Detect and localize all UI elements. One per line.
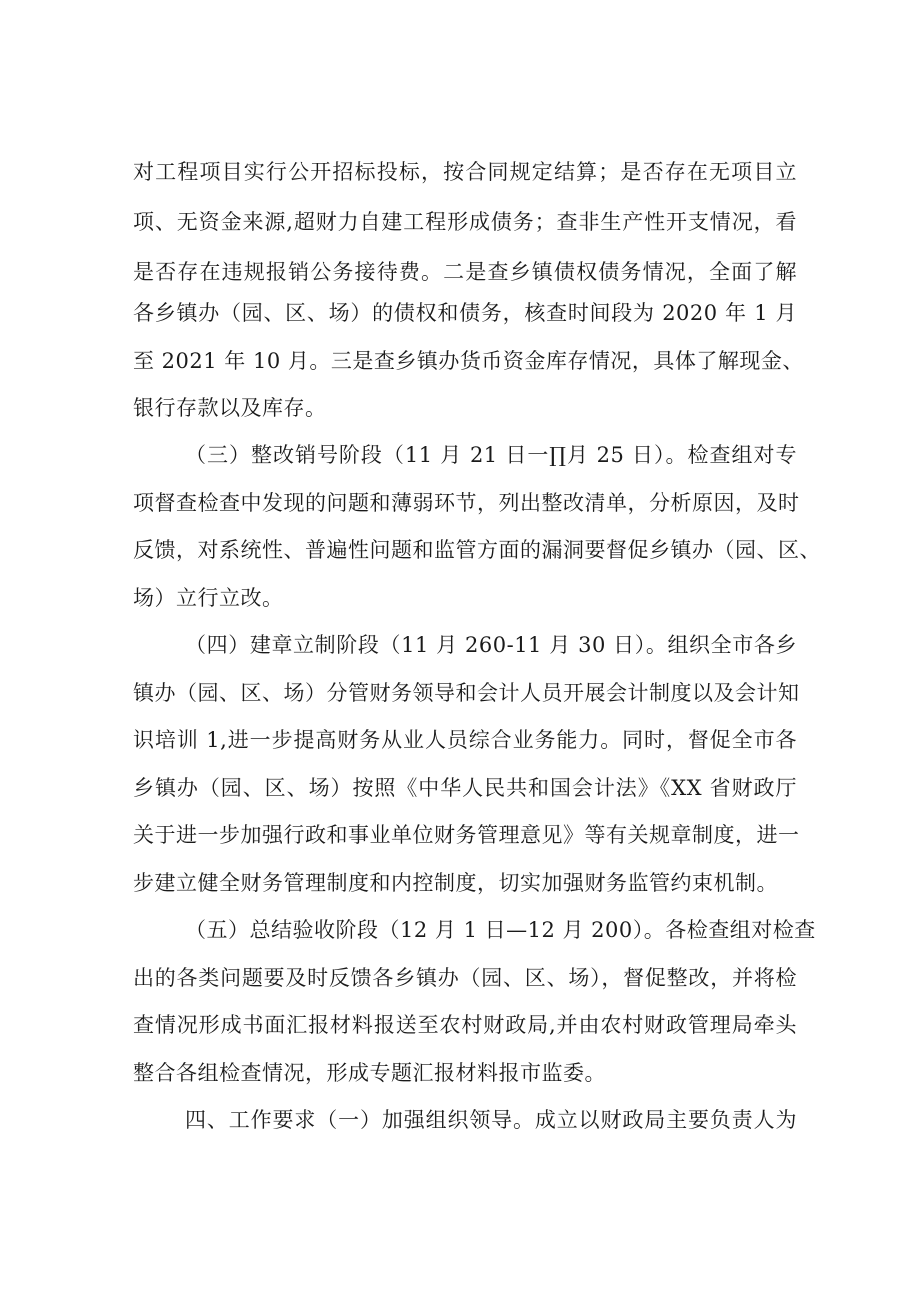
text-line: 至 2021 年 10 月。三是查乡镇办货币资金库存情况，具体了解现金、 [133,349,804,373]
text-line: 整合各组检查情况，形成专题汇报材料报市监委。 [133,1061,606,1085]
text-line: 出的各类问题要及时反馈各乡镇办（园、区、场），督促整改，并将检 [133,966,797,990]
text-line: 识培训 1,进一步提高财务从业人员综合业务能力。同时，督促全市各 [133,728,797,752]
text-line: （三）整改销号阶段（11 月 21 日一∏月 25 日）。检查组对专 [185,443,797,467]
text-line: 项、无资金来源,超财力自建工程形成债务；查非生产性开支情况，看 [133,210,797,234]
text-line: 查情况形成书面汇报材料报送至农村财政局,并由农村财政管理局牵头 [133,1013,797,1037]
text-line: （四）建章立制阶段（11 月 260-11 月 30 日）。组织全市各乡 [185,633,797,657]
text-line: 银行存款以及库存。 [133,396,327,420]
text-line: 步建立健全财务管理制度和内控制度，切实加强财务监管约束机制。 [133,871,778,895]
text-line: 关于进一步加强行政和事业单位财务管理意见》等有关规章制度，进一 [133,823,800,847]
text-line: 对工程项目实行公开招标投标，按合同规定结算；是否存在无项目立 [133,160,797,184]
text-line: 是否存在违规报销公务接待费。二是查乡镇债权债务情况，全面了解 [133,260,797,284]
text-line: 场）立行立改。 [133,586,284,610]
text-line: 项督查检查中发现的问题和薄弱环节，列出整改清单，分析原因，及时 [133,491,800,515]
text-line: 镇办（园、区、场）分管财务领导和会计人员开展会计制度以及会计知 [133,681,800,705]
text-line: 四、工作要求（一）加强组织领导。成立以财政局主要负责人为 [185,1108,797,1132]
text-line: （五）总结验收阶段（12 月 1 日—12 月 200）。各检查组对检查 [185,918,816,942]
text-line: 各乡镇办（园、区、场）的债权和债务，核查时间段为 2020 年 1 月 [133,301,797,325]
text-line: 乡镇办（园、区、场）按照《中华人民共和国会计法》《XX 省财政厅 [133,776,797,800]
text-line: 反馈，对系统性、普遍性问题和监管方面的漏洞要督促乡镇办（园、区、 [133,538,821,562]
